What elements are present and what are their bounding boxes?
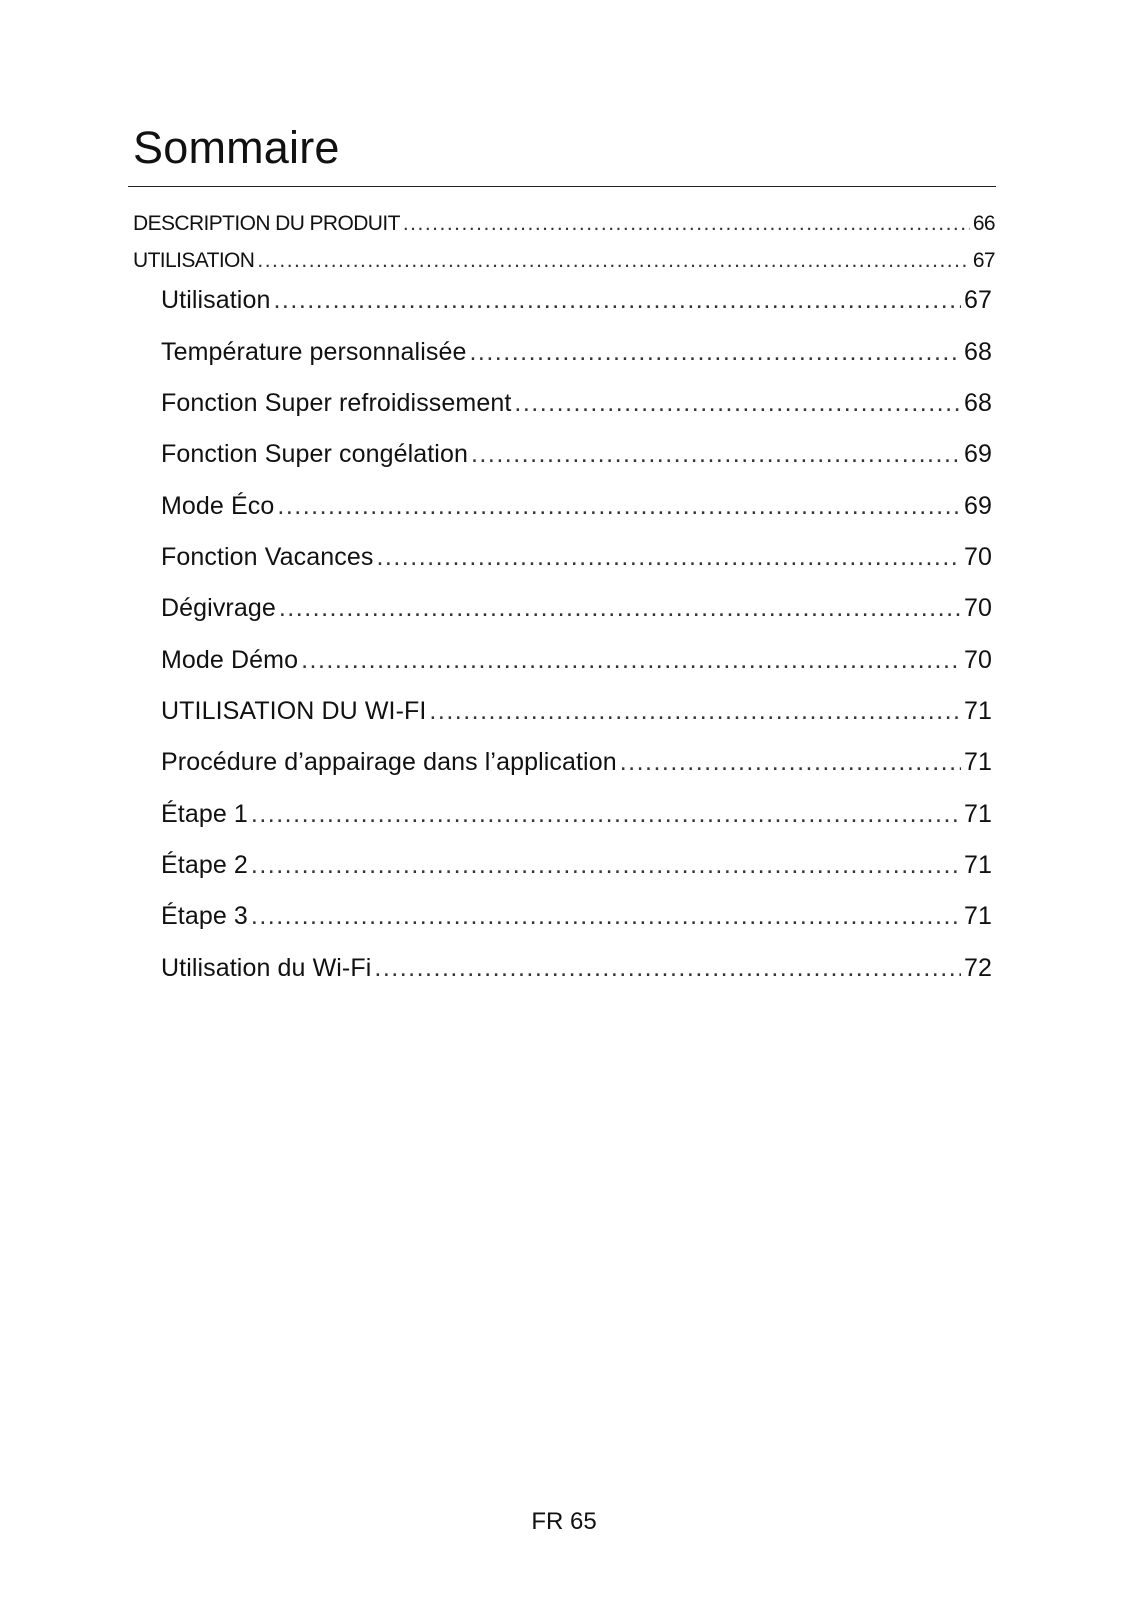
toc-entry-label: Fonction Super refroidissement (161, 389, 512, 417)
toc-entry-label: UTILISATION DU WI-FI (161, 697, 427, 725)
toc-entry-etape-2[interactable] (161, 851, 992, 880)
toc-entry-description-du-produit[interactable] (133, 212, 995, 236)
toc-dot-leader (469, 338, 961, 367)
toc-entry-super-congelation[interactable] (161, 440, 992, 469)
toc-page-number: 68 (963, 338, 992, 366)
toc-entry-label: Utilisation (161, 286, 271, 314)
toc-dot-leader (403, 212, 970, 236)
toc-entry-degivrage[interactable] (161, 594, 992, 623)
toc-page-number: 72 (963, 954, 992, 982)
toc-entry-mode-eco[interactable] (161, 492, 992, 521)
page-title: Sommaire (133, 122, 340, 173)
toc-page-number: 69 (963, 440, 992, 468)
toc-page-number: 67 (972, 249, 995, 272)
toc-page-number: 70 (963, 594, 992, 622)
toc-entry-label: Procédure d’appairage dans l’application (161, 748, 617, 776)
toc-dot-leader (471, 440, 961, 469)
toc-entry-label: Fonction Vacances (161, 543, 374, 571)
toc-page-number: 68 (963, 389, 992, 417)
toc-dot-leader (429, 697, 961, 726)
toc-dot-leader (251, 902, 961, 931)
toc-entry-label: Étape 2 (161, 851, 248, 879)
toc-entry-label: Fonction Super congélation (161, 440, 468, 468)
toc-dot-leader (376, 543, 961, 572)
toc-dot-leader (279, 594, 961, 623)
toc-entry-mode-demo[interactable] (161, 646, 992, 675)
toc-entry-utilisation-du-wifi[interactable] (161, 954, 992, 983)
toc-entry-label: DESCRIPTION DU PRODUIT (133, 212, 400, 235)
toc-page-number: 71 (963, 800, 992, 828)
toc-entry-etape-3[interactable] (161, 902, 992, 931)
toc-entry-etape-1[interactable] (161, 800, 992, 829)
toc-page-number: 69 (963, 492, 992, 520)
toc-entry-label: Étape 1 (161, 800, 248, 828)
toc-entry-procedure-appairage[interactable] (161, 748, 992, 777)
toc-dot-leader (374, 954, 961, 983)
toc-entry-utilisation-du-wifi-section[interactable] (161, 697, 992, 726)
toc-entry-label: UTILISATION (133, 249, 255, 272)
footer-page-number: FR 65 (531, 1508, 597, 1535)
toc-dot-leader (273, 286, 961, 315)
toc-page-number: 70 (963, 543, 992, 571)
toc-entry-fonction-vacances[interactable] (161, 543, 992, 572)
toc-dot-leader (277, 492, 961, 521)
toc-dot-leader (257, 249, 969, 273)
toc-page-number: 66 (972, 212, 995, 235)
toc-dot-leader (514, 389, 961, 418)
toc-page-number: 71 (963, 697, 992, 725)
toc-entry-label: Étape 3 (161, 902, 248, 930)
toc-page-number: 71 (963, 851, 992, 879)
toc-entry-utilisation[interactable] (161, 286, 992, 315)
toc-page-number: 71 (963, 748, 992, 776)
toc-entry-temperature-personnalisee[interactable] (161, 338, 992, 367)
toc-dot-leader (620, 748, 961, 777)
toc-entry-label: Utilisation du Wi-Fi (161, 954, 372, 982)
toc-page-number: 71 (963, 902, 992, 930)
toc-dot-leader (301, 646, 961, 675)
toc-dot-leader (251, 851, 961, 880)
toc-dot-leader (251, 800, 961, 829)
toc-entry-super-refroidissement[interactable] (161, 389, 992, 418)
toc-entry-label: Dégivrage (161, 594, 276, 622)
toc-page-number: 67 (963, 286, 992, 314)
toc-entry-label: Mode Démo (161, 646, 299, 674)
toc-entry-label: Température personnalisée (161, 338, 467, 366)
toc-page-number: 70 (963, 646, 992, 674)
toc-entry-label: Mode Éco (161, 492, 275, 520)
toc-entry-utilisation-section[interactable] (133, 249, 995, 273)
